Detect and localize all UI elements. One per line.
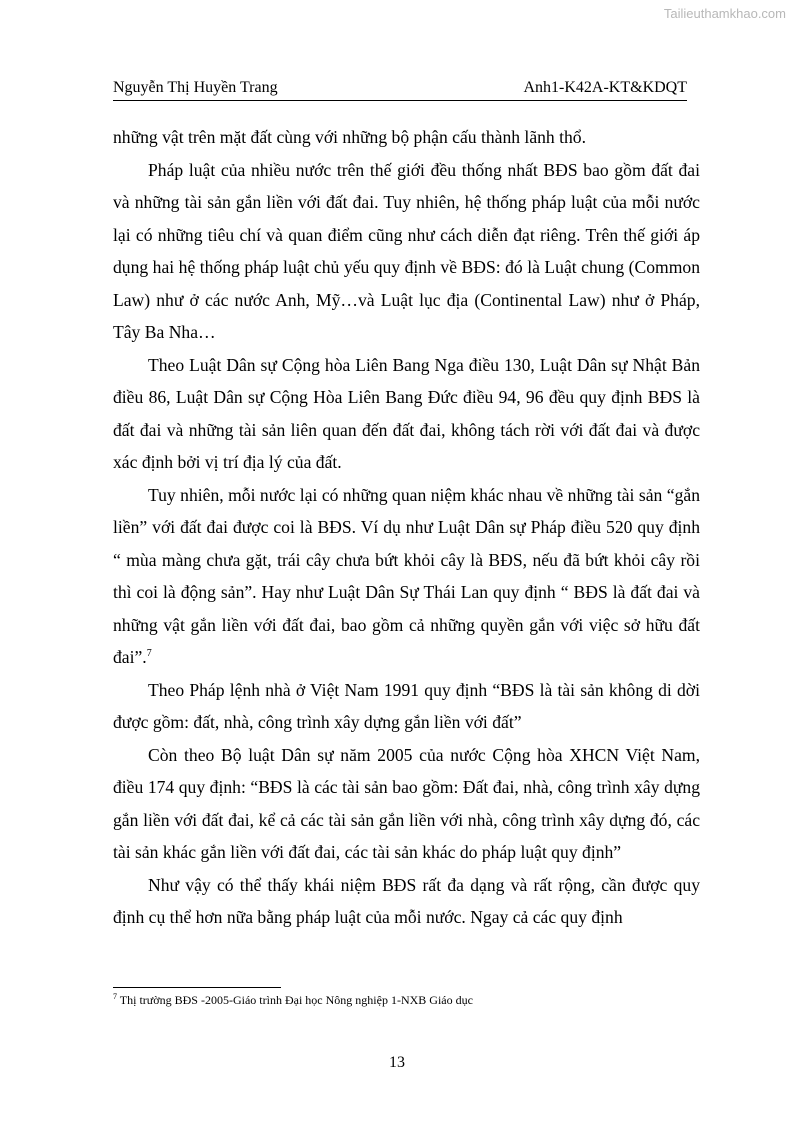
watermark: Tailieuthamkhao.com	[663, 6, 786, 21]
footnote-text: Thị trường BĐS -2005-Giáo trình Đại học Nông nghiệp 1-NXB Giáo dục	[119, 993, 473, 1007]
paragraph-2: Pháp luật của nhiều nước trên thế giới đều thống nhất BĐS bao gồm đất đai và những tài sản gắn liền với đất đai. Tuy nhiên, hệ thống pháp luật của mỗi nước lại có những tiêu chí và quan điểm cũng như cách diễn đạt riêng. Trên thế giới áp dụng hai hệ thống pháp luật chủ yếu quy định về BĐS: đó là Luật chung (Common Law) như ở các nước Anh, Mỹ…và Luật lục địa (Continental Law) như ở Pháp, Tây Ba Nha…	[113, 159, 700, 342]
paragraph-5: Theo Pháp lệnh nhà ở Việt Nam 1991 quy định “BĐS là tài sản không di dời được gồm: đất, nhà, công trình xây dựng gắn liền với đất”	[113, 679, 700, 732]
paragraph-4	[113, 479, 700, 674]
header-author: Nguyễn Thị Huyền Trang	[113, 79, 278, 96]
paragraph-6: Còn theo Bộ luật Dân sự năm 2005 của nước Cộng hòa XHCN Việt Nam, điều 174 quy định: “BĐS là các tài sản bao gồm: Đất đai, nhà, công trình xây dựng gắn liền với đất đai, kể cả các tài sản gắn liền với nhà, công trình xây dựng đó, các tài sản khác gắn liền với đất đai, các tài sản khác do pháp luật quy định”	[113, 744, 700, 862]
body-text	[113, 121, 700, 934]
footnote-divider	[113, 987, 281, 988]
paragraph-1: những vật trên mặt đất cùng với những bộ phận cấu thành lãnh thổ.	[113, 127, 587, 147]
footnote-reference[interactable]: 7	[146, 648, 152, 660]
page-number: 13	[389, 1054, 405, 1071]
footnote	[113, 993, 700, 1007]
paragraph-4-text: Tuy nhiên, mỗi nước lại có những quan niệm khác nhau về những tài sản “gắn liền” với đất đai được coi là BĐS. Ví dụ như Luật Dân sự Pháp điều 520 quy định “ mùa màng chưa gặt, trái cây chưa bứt khỏi cây là BĐS, nếu đã bứt khỏi cây rồi thì coi là động sản”. Hay như Luật Dân Sự Thái Lan quy định “ BĐS là đất đai và những vật gắn liền với đất đai, bao gồm cả những quyền gắn với việc sở hữu đất đai”.	[113, 484, 700, 667]
footnote-marker: 7	[113, 992, 117, 1001]
paragraph-3: Theo Luật Dân sự Cộng hòa Liên Bang Nga điều 130, Luật Dân sự Nhật Bản điều 86, Luật Dân sự Cộng Hòa Liên Bang Đức điều 94, 96 đều quy định BĐS là đất đai và những tài sản liên quan đến đất đai, không tách rời với đất đai và được xác định bởi vị trí địa lý của đất.	[113, 354, 700, 472]
header-class-code: Anh1-K42A-KT&KDQT	[523, 79, 687, 96]
paragraph-7: Như vậy có thể thấy khái niệm BĐS rất đa dạng và rất rộng, cần được quy định cụ thể hơn nữa bằng pháp luật của mỗi nước. Ngay cả các quy định	[113, 874, 700, 927]
page-header	[113, 79, 687, 101]
